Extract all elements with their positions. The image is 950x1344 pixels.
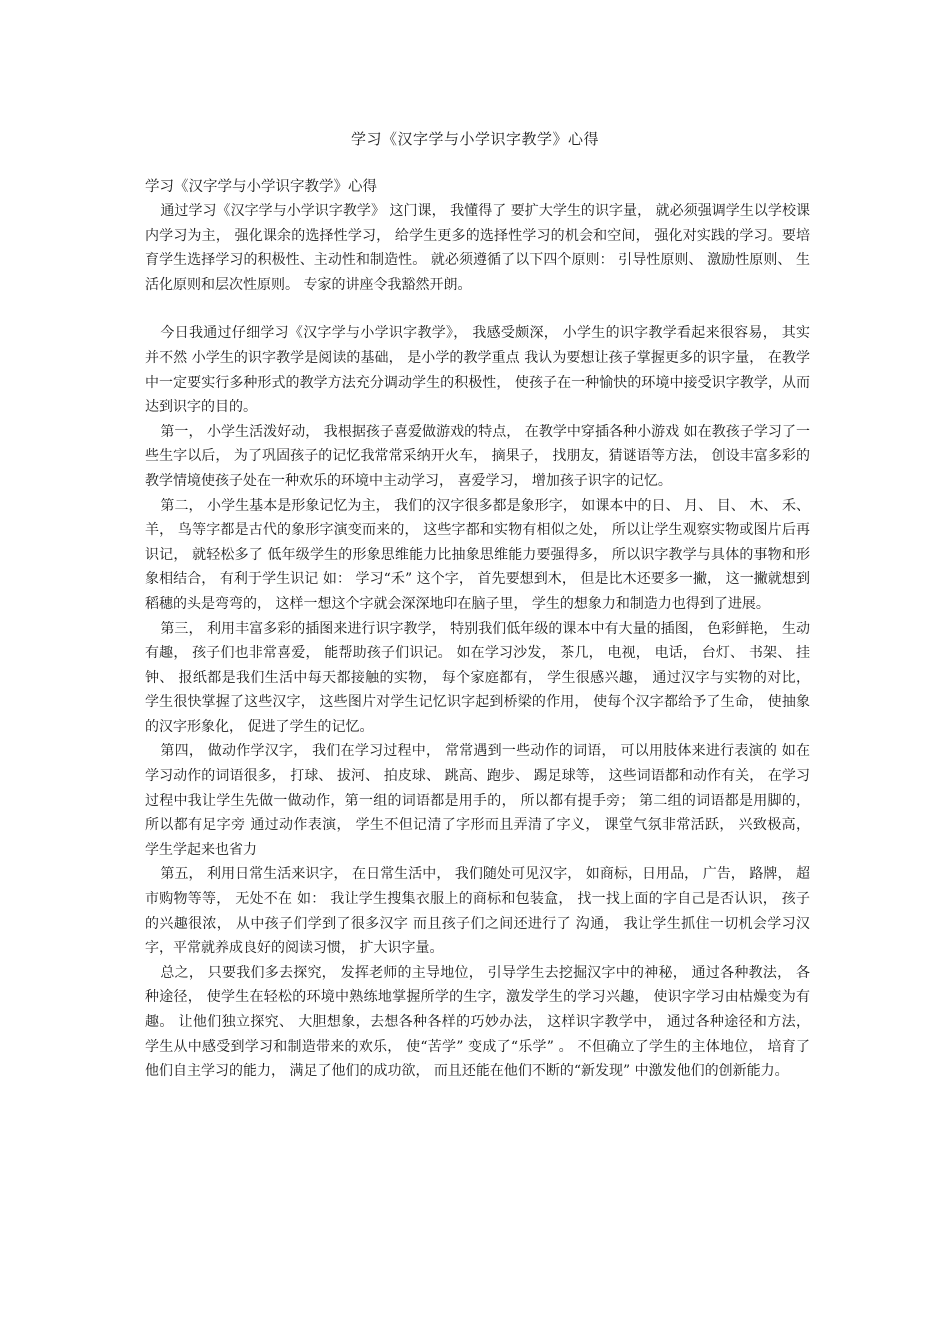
paragraph-point-5: 第五， 利用日常生活来识字， 在日常生活中， 我们随处可见汉字， 如商标，日用品， 广告， 路牌， 超市购物等等， 无处不在 如： 我让学生搜集衣服上的商标和包装盒， 找一找上面的字自己是否认识， 孩子的兴趣很浓， 从中孩子们学到了很多汉字 而且孩子们之间还进行了 沟通， 我让学生抓住一切机会学习汉字，平常就养成良好的阅读习惯， 扩大识字量。 — [145, 866, 810, 957]
document-subtitle: 学习《汉字学与小学识字教学》心得 — [145, 179, 377, 195]
document-body — [145, 176, 810, 1084]
paragraph-gap — [145, 297, 810, 321]
document-title: 学习《汉字学与小学识字教学》心得 — [350, 130, 599, 148]
paragraph-intro: 通过学习《汉字学与小学识字教学》 这门课， 我懂得了 要扩大学生的识字量， 就必须强调学生以学校课内学习为主， 强化课余的选择性学习， 给学生更多的选择性学习的机会和空间， 强化对实践的学习。要培育学生选择学习的积极性、主动性和制造性。 就必须遵循了以下四个原则： 引导性原则、 激励性原则、 生活化原则和层次性原则。 专家的讲座令我豁然开朗。 — [145, 203, 810, 293]
paragraph-point-2: 第二， 小学生基本是形象记忆为主， 我们的汉字很多都是象形字， 如课本中的日、 月、 目、 木、 禾、 羊， 鸟等字都是古代的象形字演变而来的， 这些字都和实物有相似之处， 所以让学生观察实物或图片后再识记， 就轻松多了 低年级学生的形象思维能力比抽象思维能力要强得多， 所以识字教学与具体的事物和形象相结合， 有利于学生识记 如： 学习“禾” 这个字， 首先要想到木， 但是比木还要多一撇， 这一撇就想到稻穗的头是弯弯的， 这样一想这个字就会深深地印在脑子里， 学生的想象力和制造力也得到了进展。 — [145, 497, 810, 612]
paragraph-point-1: 第一， 小学生活泼好动， 我根据孩子喜爱做游戏的特点， 在教学中穿插各种小游戏 如在教孩子学习了一些生字以后， 为了巩固孩子的记忆我常常采纳开火车， 摘果子， 找朋友，猜谜语等方法， 创设丰富多彩的教学情境使孩子处在一种欢乐的环境中主动学习， 喜爱学习， 增加孩子识字的记忆。 — [145, 423, 810, 489]
paragraph-point-3: 第三， 利用丰富多彩的插图来进行识字教学， 特别我们低年级的课本中有大量的插图， 色彩鲜艳， 生动有趣， 孩子们也非常喜爱， 能帮助孩子们识记。 如在学习沙发， 茶几， 电视， 电话， 台灯、 书架、 挂钟、 报纸都是我们生活中每天都接触的实物， 每个家庭都有， 学生很感兴趣， 通过汉字与实物的对比， 学生很快掌握了这些汉字， 这些图片对学生记忆识字起到桥梁的作用， 使每个汉字都给予了生命， 使抽象的汉字形象化， 促进了学生的记忆。 — [145, 620, 810, 735]
paragraph-conclusion: 总之， 只要我们多去探究， 发挥老师的主导地位， 引导学生去挖掘汉字中的神秘， 通过各种教法， 各种途径， 使学生在轻松的环境中熟练地掌握所学的生字，激发学生的学习兴趣， 使识字学习由枯燥变为有趣。 让他们独立探究、 大胆想象，去想各种各样的巧妙办法， 这样识字教学中， 通过各种途径和方法， 学生从中感受到学习和制造带来的欢乐， 使“苦学” 变成了“乐学” 。 不但确立了学生的主体地位， 培育了他们自主学习的能力， 满足了他们的成功欲， 而且还能在他们不断的“新发现” 中激发他们的创新能力。 — [145, 964, 810, 1080]
paragraph-reflection: 今日我通过仔细学习《汉字学与小学识字教学》， 我感受颇深， 小学生的识字教学看起来很容易， 其实并不然 小学生的识字教学是阅读的基础， 是小学的教学重点 我认为要想让孩子掌握更多的识字量， 在教学中一定要实行多种形式的教学方法充分调动学生的积极性， 使孩子在一种愉快的环境中接受识字教学，从而达到识字的目的。 — [145, 325, 810, 416]
paragraph-point-4: 第四， 做动作学汉字， 我们在学习过程中， 常常遇到一些动作的词语， 可以用肢体来进行表演的 如在学习动作的词语很多， 打球、 拔河、 拍皮球、 跳高、跑步、 踢足球等， 这些词语都和动作有关， 在学习过程中我让学生先做一做动作，第一组的词语都是用手的， 所以都有提手旁； 第二组的词语都是用脚的， 所以都有足字旁 通过动作表演， 学生不但记清了字形而且弄清了字义， 课堂气氛非常活跃， 兴致极高， 学生学起来也省力 — [145, 743, 810, 858]
